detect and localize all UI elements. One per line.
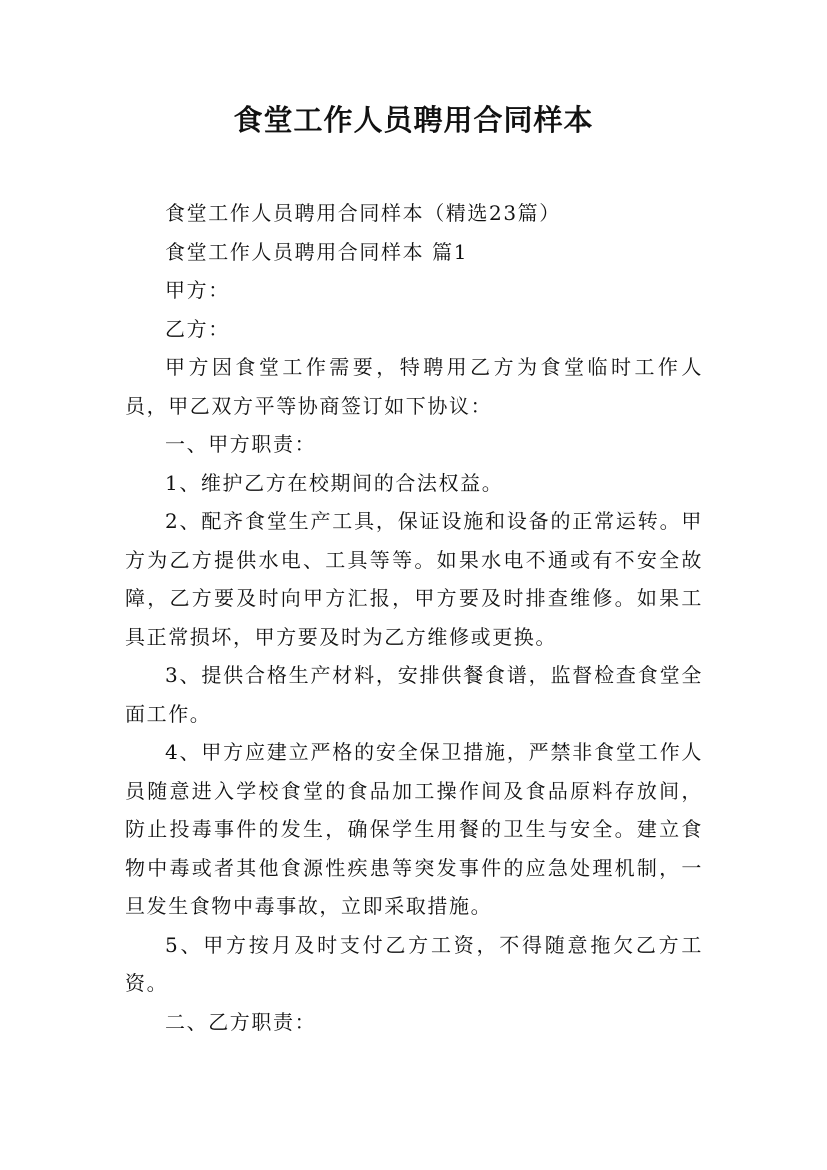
paragraph-party-a-duties-heading: 一、甲方职责： [165, 432, 317, 456]
paragraph-duty-1: 1、维护乙方在校期间的合法权益。 [165, 470, 504, 495]
paragraph-duty-2: 2、配齐食堂生产工具，保证设施和设备的正常运转。甲方为乙方提供水电、工具等等。如果水电不通或有不安全故障，乙方要及时向甲方汇报，甲方要及时排查维修。如果工具正常损坏，甲方要及时为乙方维修或更换。 [125, 509, 703, 649]
paragraph-duty-3: 3、提供合格生产材料，安排供餐食谱，监督检查食堂全面工作。 [125, 663, 703, 726]
paragraph-duty-5: 5、甲方按月及时支付乙方工资，不得随意拖欠乙方工资。 [125, 932, 703, 995]
paragraph-preamble: 甲方因食堂工作需要，特聘用乙方为食堂临时工作人员，甲乙双方平等协商签订如下协议： [125, 355, 703, 418]
paragraph-party-b-duties-heading: 二、乙方职责： [165, 1009, 317, 1034]
paragraph-party-b: 乙方： [165, 316, 230, 341]
document-title: 食堂工作人员聘用合同样本 [233, 103, 594, 137]
paragraph-subtitle: 食堂工作人员聘用合同样本（精选23篇） [165, 201, 561, 225]
paragraph-duty-4: 4、甲方应建立严格的安全保卫措施，严禁非食堂工作人员随意进入学校食堂的食品加工操作间及食品原料存放间，防止投毒事件的发生，确保学生用餐的卫生与安全。建立食物中毒或者其他食源性疾患等突发事件的应急处理机制，一旦发生食物中毒事故，立即采取措施。 [125, 740, 703, 918]
document-body [125, 194, 703, 1041]
paragraph-section-heading: 食堂工作人员聘用合同样本 篇1 [165, 239, 469, 264]
paragraph-party-a: 甲方： [165, 278, 230, 302]
